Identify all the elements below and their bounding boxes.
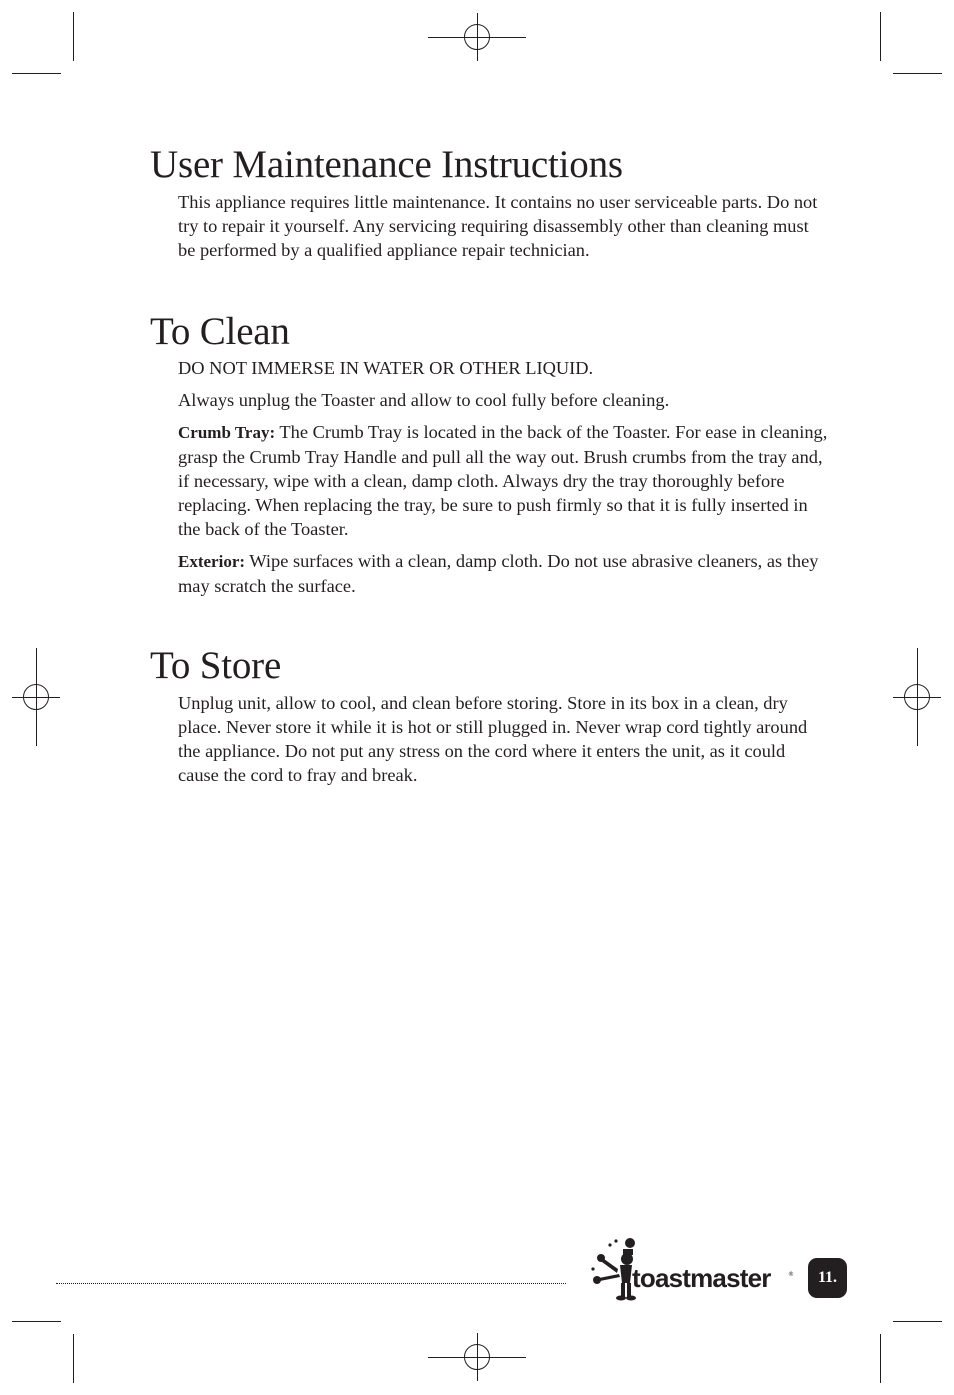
- page-number: 11.: [817, 1269, 838, 1286]
- crop-mark: [12, 73, 61, 74]
- section-title-clean: To Clean: [150, 310, 290, 353]
- exterior-label: Exterior:: [178, 552, 246, 571]
- crop-mark: [893, 1321, 942, 1322]
- crop-mark: [12, 1321, 61, 1322]
- crumb-tray-paragraph: [178, 420, 828, 541]
- maintenance-body: [178, 190, 828, 270]
- registration-circle: [464, 1344, 490, 1370]
- clean-warning: DO NOT IMMERSE IN WATER OR OTHER LIQUID.: [178, 358, 594, 378]
- registration-circle: [23, 684, 49, 710]
- chef-mascot-icon: [590, 1237, 636, 1301]
- crop-mark: [893, 73, 942, 74]
- section-title-store: To Store: [150, 644, 282, 687]
- crop-mark: [73, 1334, 74, 1383]
- registration-circle: [464, 24, 490, 50]
- exterior-text: Wipe surfaces with a clean, damp cloth. Do not use abrasive cleaners, as they may scratch the surface.: [178, 551, 819, 596]
- clean-body: [178, 356, 828, 606]
- crumb-tray-label: Crumb Tray:: [178, 423, 276, 442]
- crop-mark: [73, 12, 74, 61]
- crop-mark: [880, 1334, 881, 1383]
- section-title-maintenance: User Maintenance Instructions: [150, 143, 623, 186]
- registration-circle: [904, 684, 930, 710]
- exterior-paragraph: [178, 549, 828, 598]
- crumb-tray-text: The Crumb Tray is located in the back of the Toaster. For ease in cleaning, grasp the Crumb Tray Handle and pull all the way out. Brush crumbs from the tray and, if necessary, wipe with a clean, damp cloth. Always dry the tray thoroughly before replacing. When replacing the tray, be sure to push firmly so that it is fully inserted in the back of the Toaster.: [178, 422, 828, 539]
- page-number-badge: [808, 1258, 847, 1298]
- store-body: [178, 691, 828, 795]
- clean-intro: Always unplug the Toaster and allow to cool fully before cleaning.: [178, 390, 670, 410]
- footer-rule: [56, 1283, 566, 1284]
- brand-wordmark: toastmaster: [632, 1263, 771, 1293]
- store-paragraph: Unplug unit, allow to cool, and clean before storing. Store in its box in a clean, dry place. Never store it while it is hot or still plugged in. Never wrap cord tightly around the appliance. Do not put any stress on the cord where it enters the unit, as it could cause the cord to fray and break.: [178, 693, 808, 785]
- registered-mark: ®: [788, 1271, 794, 1278]
- toastmaster-logo: [590, 1237, 800, 1301]
- crop-mark: [880, 12, 881, 61]
- maintenance-paragraph: This appliance requires little maintenance. It contains no user serviceable parts. Do not try to repair it yourself. Any servicing requiring disassembly other than cleaning must be performed by a qualified appliance repair technician.: [178, 192, 818, 260]
